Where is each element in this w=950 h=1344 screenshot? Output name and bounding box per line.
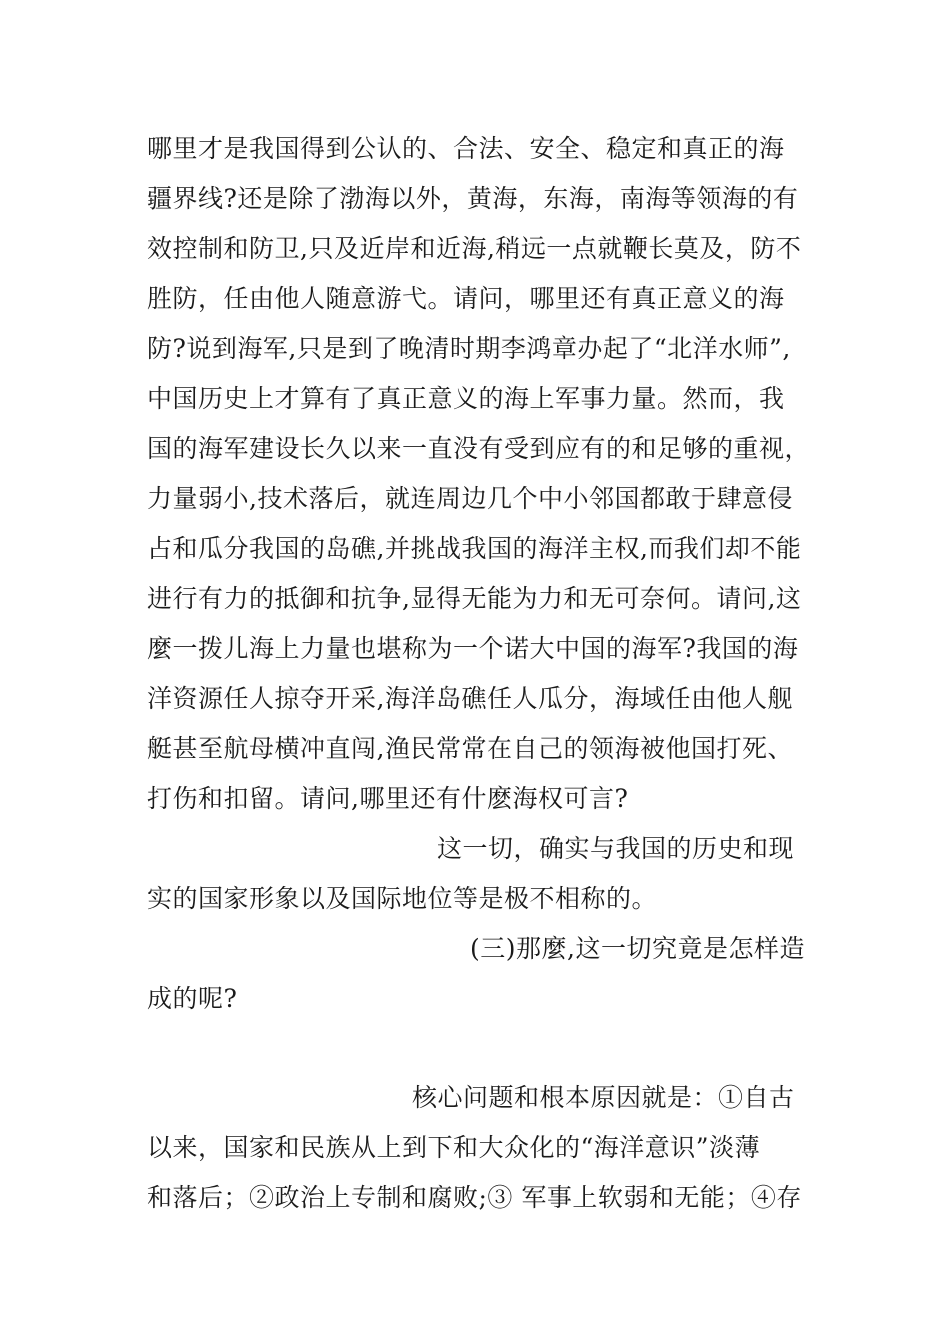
text-line-17: (三)那麼,这一切究竟是怎样造	[470, 934, 805, 963]
text-line-11: 麼一拨儿海上力量也堪称为一个诺大中国的海军?我国的海	[147, 634, 799, 663]
text-line-4: 胜防，任由他人随意游弋。请问，哪里还有真正意义的海	[147, 284, 785, 313]
text-line-9: 占和瓜分我国的岛礁,并挑战我国的海洋主权,而我们却不能	[147, 534, 802, 563]
text-line-15: 这一切，确实与我国的历史和现	[437, 834, 795, 863]
text-line-13: 艇甚至航母横冲直闯,渔民常常在自己的领海被他国打死、	[147, 734, 793, 763]
text-line-1: 哪里才是我国得到公认的、合法、安全、稳定和真正的海	[147, 134, 785, 163]
text-line-7: 国的海军建设长久以来一直没有受到应有的和足够的重视，	[147, 434, 811, 463]
text-line-19: 核心问题和根本原因就是：①自古	[412, 1083, 795, 1112]
text-line-16: 实的国家形象以及国际地位等是极不相称的。	[147, 884, 658, 913]
text-line-5: 防?说到海军,只是到了晚清时期李鸿章办起了“北洋水师”,	[147, 334, 791, 363]
text-line-20: 以来，国家和民族从上到下和大众化的“海洋意识”淡薄	[147, 1133, 761, 1162]
text-line-18: 成的呢?	[147, 984, 238, 1013]
text-line-2: 疆界线?还是除了渤海以外，黄海，东海，南海等领海的有	[147, 184, 799, 213]
text-line-3: 效控制和防卫,只及近岸和近海,稍远一点就鞭长莫及，防不	[147, 234, 802, 263]
text-line-6: 中国历史上才算有了真正意义的海上军事力量。然而，我	[147, 384, 785, 413]
text-line-21: 和落后；②政治上专制和腐败;③ 军事上软弱和无能；④存	[147, 1183, 802, 1212]
text-line-10: 进行有力的抵御和抗争,显得无能为力和无可奈何。请问,这	[147, 584, 802, 613]
text-line-12: 洋资源任人掠夺开采,海洋岛礁任人瓜分，海域任由他人舰	[147, 684, 793, 713]
text-line-8: 力量弱小,技术落后，就连周边几个中小邻国都敢于肆意侵	[147, 484, 793, 513]
text-line-14: 打伤和扣留。请问,哪里还有什麽海权可言?	[147, 784, 629, 813]
